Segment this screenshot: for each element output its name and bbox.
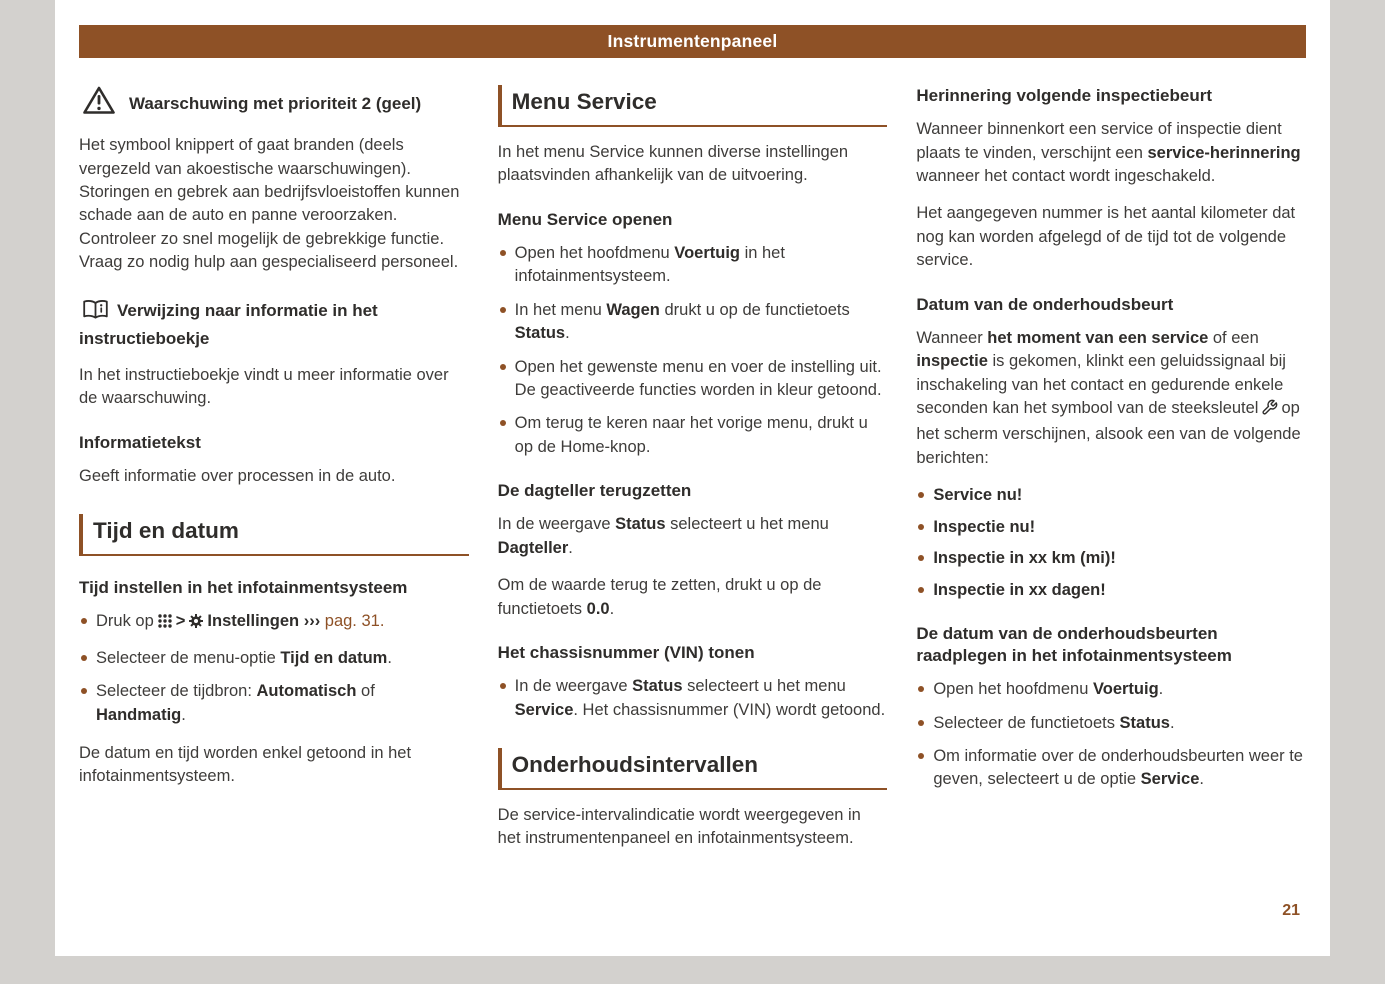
list-item: Selecteer de menu-optie Tijd en datum. [79,647,469,670]
step-text: Druk op [96,612,154,631]
settings-menu-label: Instellingen [207,612,300,631]
list-item: In het menu Wagen drukt u op de functietoets Status. [498,299,888,346]
service-intervals-body: De service-intervalindicatie wordt weergegeven in het instrumentenpaneel en infotainmentsysteem. [497,805,861,848]
info-text-body: Geeft informatie over processen in de auto. [79,466,396,485]
list-item: Om informatie over de onderhoudsbeurten weer te geven, selecteert u de optie Service. [916,745,1306,792]
reference-body-text: In het instructieboekje vindt u meer informatie over de waarschuwing. [79,365,449,408]
menu-service-intro: In het menu Service kunnen diverse instellingen plaatsvinden afhankelijk van de uitvoering. [497,142,849,185]
trip-counter-subheading: De dagteller terugzetten [497,481,692,501]
reference-heading-row [79,299,469,352]
service-lookup-subheading: De datum van de onderhoudsbeurten raadplegen in het infotainmentsysteem [916,623,1232,666]
page-reference-link[interactable]: pag. 31. [324,612,385,631]
page-title: Instrumentenpaneel [607,31,778,51]
section-heading-menu-service: Menu Service [498,85,888,127]
info-text-heading: Informatietekst [79,432,201,452]
service-date-paragraph [916,327,1306,471]
service-messages-list [916,484,1306,602]
list-item: Om terug te keren naar het vorige menu, drukt u op de Home-knop. [498,412,888,459]
column-left [79,83,469,865]
list-item: Open het gewenste menu en voer de instelling uit. De geactiveerde functies worden in kleur getoond. [498,356,888,403]
page-ref-arrows: ››› [303,612,321,631]
service-date-subheading: Datum van de onderhoudsbeurt [916,294,1174,314]
list-item: Inspectie in xx dagen! [916,579,1306,602]
inspection-reminder-para2: Het aangegeven nummer is het aantal kilometer dat nog kan worden afgelegd of de tijd tot de volgende service. [916,204,1296,270]
warning-body-text: Het symbool knippert of gaat branden (deels vergezeld van akoestische waarschuwingen). Storingen en gebrek aan bedrijfsvloeistoffen kunnen schade aan de auto en panne veroorzaken. Controleer zo snel mogelijk de gebrekkige functie. Vraag zo nodig hulp aan gespecialiseerd personeel. [79,136,460,272]
list-item: Selecteer de tijdbron: Automatisch of Handmatig. [79,680,469,727]
section-heading-time-date: Tijd en datum [79,514,469,556]
list-item: In de weergave Status selecteert u het menu Service. Het chassisnummer (VIN) wordt getoond. [498,675,888,722]
list-item [79,610,469,636]
trip-counter-para2: Om de waarde terug te zetten, drukt u op de functietoets 0.0. [497,576,822,618]
column-middle [498,83,888,865]
menu-service-open-subheading: Menu Service openen [497,209,673,229]
warning-triangle-icon [82,85,116,122]
list-item: Inspectie nu! [916,516,1306,539]
menu-service-steps-list [498,242,888,459]
service-date-text-pre: Wanneer het moment van een service of een inspectie is gekomen, klinkt een geluidssignaal bij inschakeling van het contact en gedurende enkele seconden kan het symbool van de steeksleutel [916,328,1286,417]
warning-heading-row [79,85,469,122]
app-menu-grid-icon [157,613,173,636]
settings-gear-icon [188,613,204,636]
list-item: Selecteer de functietoets Status. [916,712,1306,735]
page-header-bar [79,25,1306,58]
service-date-text-post: op het scherm verschijnen, alsook een van de volgende berichten: [916,398,1301,467]
vin-subheading: Het chassisnummer (VIN) tonen [497,643,755,663]
reference-heading: Verwijzing naar informatie in het instructieboekje [79,300,378,349]
manual-book-icon [82,299,109,328]
service-lookup-steps-list [916,678,1306,792]
chevron-separator: > [175,612,186,631]
manual-page [55,0,1330,956]
warning-heading: Waarschuwing met prioriteit 2 (geel) [129,93,422,113]
time-set-subheading: Tijd instellen in het infotainmentsysteem [79,578,408,598]
list-item: Service nu! [916,484,1306,507]
column-right [916,83,1306,865]
list-item: Inspectie in xx km (mi)! [916,547,1306,570]
time-set-steps-list [79,610,469,727]
inspection-reminder-para1: Wanneer binnenkort een service of inspectie dient plaats te vinden, verschijnt een service-herinnering wanneer het contact wordt ingeschakeld. [916,120,1301,185]
list-item: Open het hoofdmenu Voertuig in het infotainmentsysteem. [498,242,888,289]
vin-steps-list [498,675,888,722]
section-heading-service-intervals: Onderhoudsintervallen [498,748,888,790]
trip-counter-para1: In de weergave Status selecteert u het menu Dagteller. [497,515,829,557]
list-item: Open het hoofdmenu Voertuig. [916,678,1306,701]
page-number: 21 [1282,902,1300,919]
content-columns [79,83,1306,865]
wrench-icon [1261,399,1278,423]
inspection-reminder-subheading: Herinnering volgende inspectiebeurt [916,86,1213,105]
time-date-note: De datum en tijd worden enkel getoond in het infotainmentsysteem. [79,744,412,786]
